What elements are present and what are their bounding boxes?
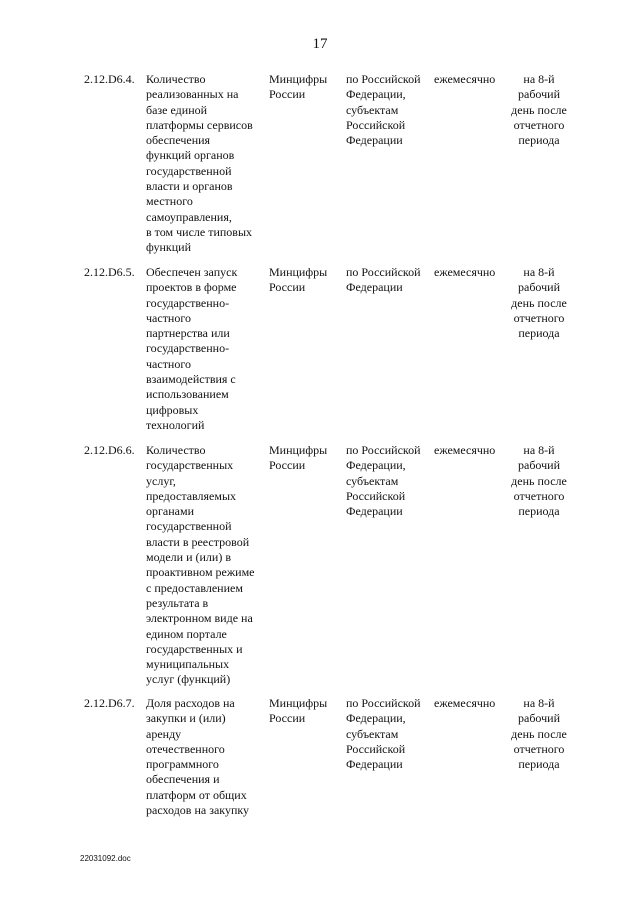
reporting-deadline: на 8-й рабочий день после отчетного периода bbox=[511, 265, 567, 341]
indicator-name: Доля расходов на закупки и (или) аренду отечественного программного обеспечения и платформ от общих расходов на закупку bbox=[146, 696, 250, 818]
responsible-body: Минцифры России bbox=[269, 443, 328, 473]
reporting-frequency: ежемесячно bbox=[434, 265, 496, 279]
indicator-code: 2.12.D6.7. bbox=[84, 696, 135, 710]
aggregation-level: по Российской Федерации bbox=[346, 265, 421, 295]
document-footer: 22031092.doc bbox=[80, 854, 131, 863]
responsible-body: Минцифры России bbox=[269, 265, 328, 295]
indicator-name: Количество государственных услуг, предоставляемых органами государственной власти в реестровой модели и (или) в проактивном режиме с предоставлением результата в электронном виде на едином портале государственных и муниципальных услуг (функций) bbox=[146, 443, 255, 687]
aggregation-level: по Российской Федерации, субъектам Российской Федерации bbox=[346, 443, 421, 519]
indicator-code: 2.12.D6.5. bbox=[84, 265, 135, 279]
reporting-deadline: на 8-й рабочий день после отчетного периода bbox=[511, 72, 567, 148]
aggregation-level: по Российской Федерации, субъектам Российской Федерации bbox=[346, 696, 421, 772]
reporting-deadline: на 8-й рабочий день после отчетного периода bbox=[511, 696, 567, 772]
page-number: 17 bbox=[312, 36, 328, 52]
responsible-body: Минцифры России bbox=[269, 72, 328, 102]
reporting-frequency: ежемесячно bbox=[434, 443, 496, 457]
indicator-name: Обеспечен запуск проектов в форме государственно- частного партнерства или государственно- частного взаимодействия с использованием цифровых технологий bbox=[146, 265, 238, 432]
indicator-code: 2.12.D6.6. bbox=[84, 443, 135, 457]
responsible-body: Минцифры России bbox=[269, 696, 328, 726]
reporting-frequency: ежемесячно bbox=[434, 696, 496, 710]
indicator-code: 2.12.D6.4. bbox=[84, 72, 135, 86]
indicator-name: Количество реализованных на базе единой платформы сервисов обеспечения функций органов государственной власти и органов местного самоуправления, в том числе типовых функций bbox=[146, 72, 253, 255]
reporting-deadline: на 8-й рабочий день после отчетного периода bbox=[511, 443, 567, 519]
aggregation-level: по Российской Федерации, субъектам Российской Федерации bbox=[346, 72, 421, 148]
reporting-frequency: ежемесячно bbox=[434, 72, 496, 86]
